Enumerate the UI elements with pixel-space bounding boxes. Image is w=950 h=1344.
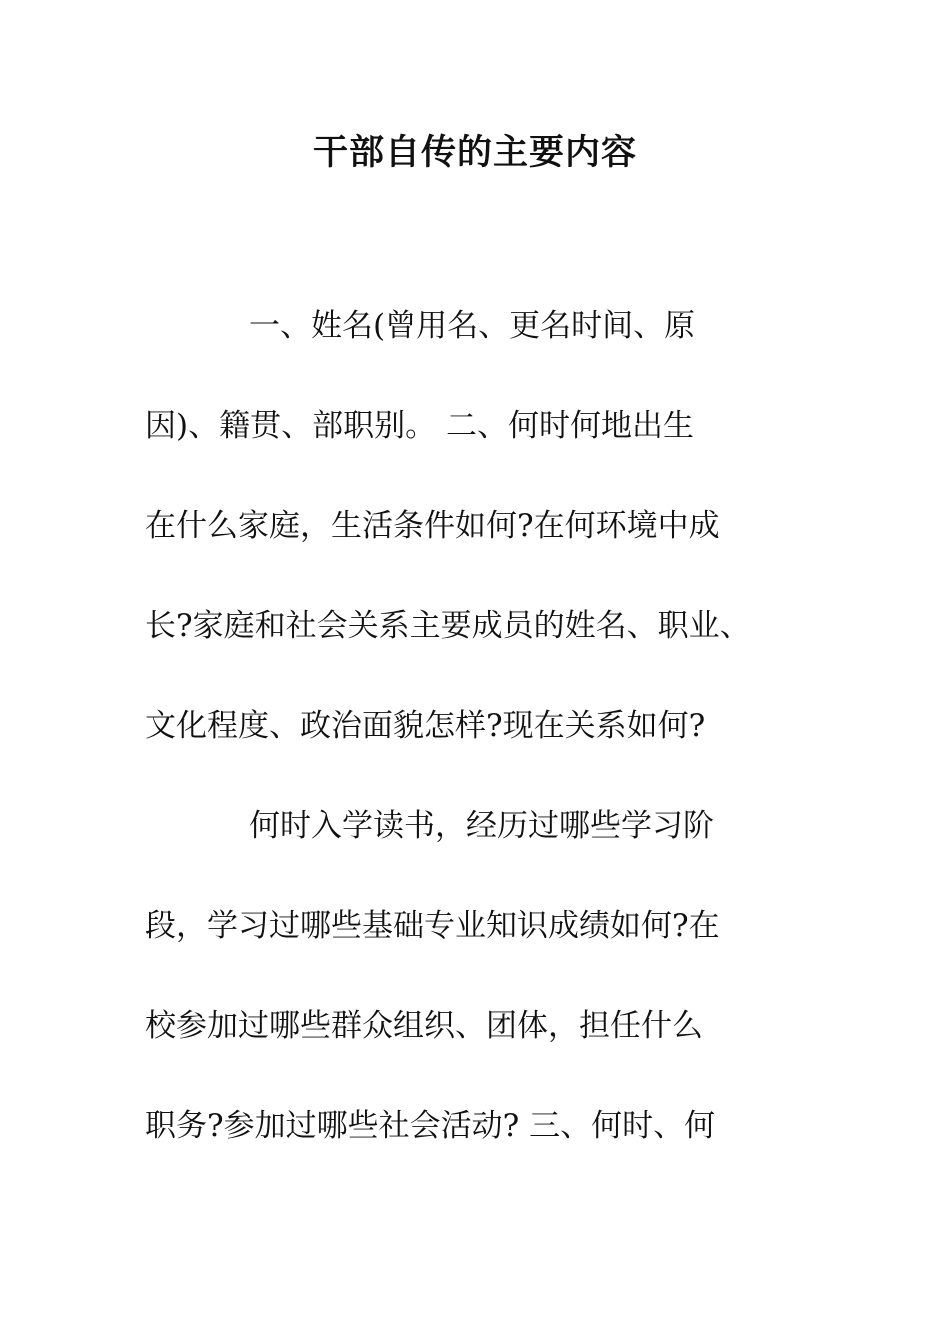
body-line: 段，学习过哪些基础专业知识成绩如何?在 [145, 908, 720, 944]
body-line: 文化程度、政治面貌怎样?现在关系如何? [145, 708, 706, 744]
document-body [145, 300, 845, 1200]
body-line: 一、姓名(曾用名、更名时间、原 [249, 308, 696, 344]
body-line: 职务?参加过哪些社会活动? 三、何时、何 [145, 1108, 716, 1144]
body-line: 在什么家庭，生活条件如何?在何环境中成 [145, 508, 720, 544]
body-line: 因)、籍贯、部职别。 二、何时何地出生 [145, 408, 694, 444]
body-line: 何时入学读书，经历过哪些学习阶 [249, 808, 714, 844]
body-line: 长?家庭和社会关系主要成员的姓名、职业、 [145, 608, 751, 644]
body-line: 校参加过哪些群众组织、团体，担任什么 [145, 1008, 703, 1044]
document-title: 干部自传的主要内容 [312, 132, 637, 173]
